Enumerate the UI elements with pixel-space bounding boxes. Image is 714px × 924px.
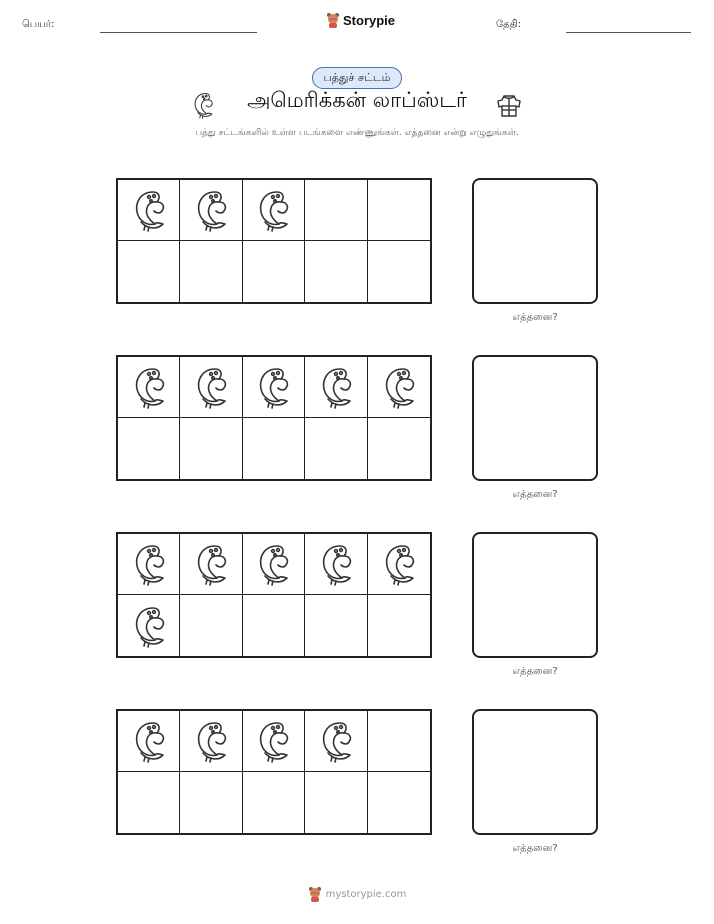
frame-cell xyxy=(243,241,305,302)
worksheet-instructions: பத்து சட்டங்களில் உள்ள படங்களை எண்ணுங்கள். எத்தனை என்று எழுதுங்கள். xyxy=(195,128,519,138)
frame-cell xyxy=(118,357,180,418)
lobster-claw-icon xyxy=(316,365,356,409)
frame-cell xyxy=(180,595,242,656)
lobster-claw-icon xyxy=(129,719,169,763)
frame-cell xyxy=(118,241,180,302)
ten-frame-3 xyxy=(116,532,432,658)
name-label: பெயர்: xyxy=(22,19,55,30)
brand-logo xyxy=(326,12,395,28)
answer-box-2[interactable] xyxy=(472,355,598,481)
lobster-claw-icon xyxy=(191,188,231,232)
frame-cell xyxy=(180,772,242,833)
frame-cell xyxy=(305,772,367,833)
footer xyxy=(0,886,714,902)
frame-cell xyxy=(118,711,180,772)
lobster-claw-icon xyxy=(253,719,293,763)
lobster-claw-icon xyxy=(253,365,293,409)
armor-icon xyxy=(496,93,522,119)
frame-cell xyxy=(305,534,367,595)
frame-cell xyxy=(180,534,242,595)
lobster-claw-icon xyxy=(316,719,356,763)
answer-box-3[interactable] xyxy=(472,532,598,658)
frame-cell xyxy=(368,534,430,595)
frame-cell xyxy=(305,711,367,772)
frame-cell xyxy=(118,418,180,479)
brand-name: Storypie xyxy=(343,12,396,28)
footer-url[interactable]: mystorypie.com xyxy=(325,888,407,900)
lobster-claw-icon xyxy=(129,604,169,648)
answer-label-2: எத்தனை? xyxy=(512,489,558,500)
worksheet-badge: பத்துச் சட்டம் xyxy=(312,67,402,89)
frame-cell xyxy=(118,772,180,833)
lobster-claw-icon xyxy=(253,188,293,232)
frame-cell xyxy=(368,711,430,772)
frame-cell xyxy=(368,180,430,241)
storypie-mascot-icon xyxy=(308,886,322,902)
frame-cell xyxy=(368,241,430,302)
lobster-claw-icon xyxy=(129,365,169,409)
ten-frame-1 xyxy=(116,178,432,304)
frame-cell xyxy=(243,534,305,595)
frame-cell xyxy=(305,241,367,302)
frame-cell xyxy=(118,595,180,656)
lobster-claw-icon xyxy=(191,719,231,763)
lobster-claw-icon xyxy=(379,365,419,409)
frame-cell xyxy=(243,595,305,656)
frame-cell xyxy=(368,595,430,656)
frame-cell xyxy=(180,357,242,418)
frame-cell xyxy=(305,595,367,656)
frame-cell xyxy=(243,772,305,833)
lobster-claw-icon xyxy=(129,188,169,232)
frame-cell xyxy=(180,241,242,302)
frame-cell xyxy=(305,180,367,241)
lobster-claw-icon xyxy=(253,542,293,586)
frame-cell xyxy=(180,418,242,479)
frame-cell xyxy=(305,357,367,418)
lobster-claw-icon xyxy=(191,365,231,409)
frame-cell xyxy=(243,180,305,241)
lobster-claw-icon xyxy=(379,542,419,586)
answer-label-4: எத்தனை? xyxy=(512,843,558,854)
answer-box-1[interactable] xyxy=(472,178,598,304)
date-label: தேதி: xyxy=(496,19,522,30)
answer-label-1: எத்தனை? xyxy=(512,312,558,323)
worksheet-title: அமெரிக்கன் லாப்ஸ்டர் xyxy=(247,88,467,112)
storypie-mascot-icon xyxy=(326,12,340,28)
answer-label-3: எத்தனை? xyxy=(512,666,558,677)
frame-cell xyxy=(368,418,430,479)
lobster-claw-icon xyxy=(316,542,356,586)
frame-cell xyxy=(180,180,242,241)
frame-cell xyxy=(243,357,305,418)
frame-cell xyxy=(368,772,430,833)
frame-cell xyxy=(368,357,430,418)
frame-cell xyxy=(243,418,305,479)
frame-cell xyxy=(118,180,180,241)
ten-frame-2 xyxy=(116,355,432,481)
frame-cell xyxy=(118,534,180,595)
ten-frame-4 xyxy=(116,709,432,835)
lobster-claw-icon xyxy=(129,542,169,586)
name-line[interactable] xyxy=(100,32,257,33)
date-line[interactable] xyxy=(566,32,691,33)
frame-cell xyxy=(180,711,242,772)
lobster-claw-icon xyxy=(191,542,231,586)
frame-cell xyxy=(305,418,367,479)
answer-box-4[interactable] xyxy=(472,709,598,835)
frame-cell xyxy=(243,711,305,772)
